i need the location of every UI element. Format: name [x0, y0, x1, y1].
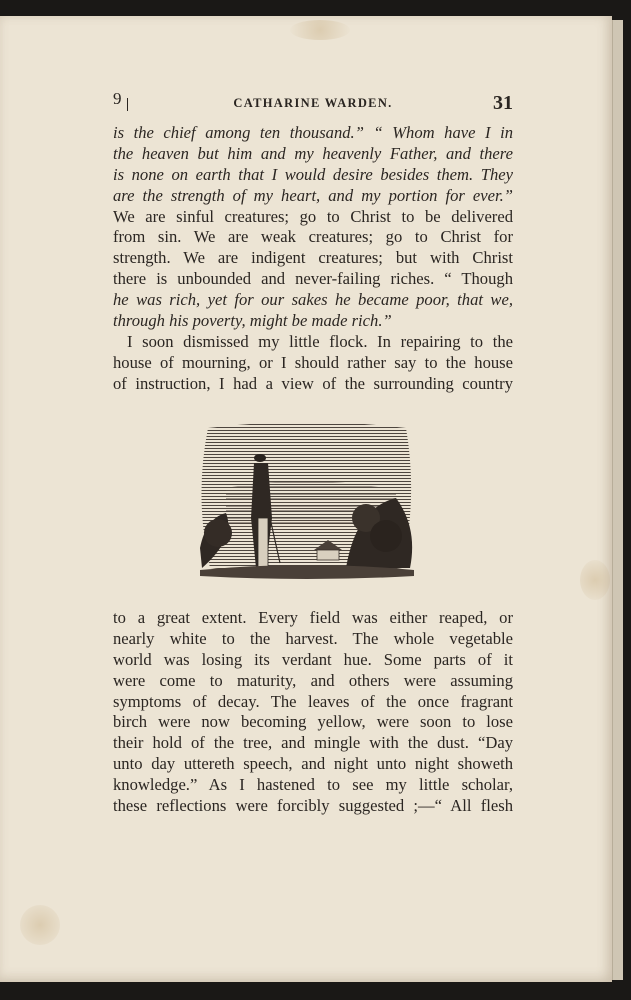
paper-stain	[20, 905, 60, 945]
text-line: there is unbounded and never-failing riches. “ Though	[113, 269, 513, 289]
text-line: is none on earth that I would desire besides them. They	[113, 164, 513, 184]
text-line: strength. We are indigent creatures; but with Christ	[113, 248, 513, 268]
text-line: he was rich, yet for our sakes he became poor, that we,	[113, 290, 513, 310]
text-line: through his poverty, might be made rich.”	[113, 311, 392, 331]
text-line: these reflections were forcibly suggested ;—“ All flesh	[113, 796, 513, 816]
running-header	[113, 89, 513, 117]
text-line: unto day uttereth speech, and night unto night showeth	[113, 754, 513, 774]
text-line: the heaven but him and my heavenly Father, and there	[113, 143, 513, 163]
paper-stain	[580, 560, 610, 600]
text-line: to a great extent. Every field was either reaped, or	[113, 608, 513, 627]
text-line: We are sinful creatures; go to Christ to be delivered	[113, 206, 513, 226]
text-line: of instruction, I had a view of the surrounding country	[113, 373, 513, 393]
text-line: world was losing its verdant hue. Some parts of it	[113, 649, 513, 669]
text-line: nearly white to the harvest. The whole vegetable	[113, 628, 513, 648]
running-title: CATHARINE WARDEN.	[233, 96, 393, 110]
paragraph-top	[113, 123, 513, 395]
paragraph-after-image	[113, 608, 513, 817]
page-edge	[612, 20, 623, 980]
text-line: knowledge.” As I hastened to see my little scholar,	[113, 775, 513, 795]
text-line: birch were now becoming yellow, were soon to lose	[113, 712, 513, 732]
text-line: is the chief among ten thousand.” “ Whom have I in	[113, 123, 513, 142]
page-number: 31	[493, 92, 513, 114]
paper-stain	[290, 20, 350, 40]
text-line: from sin. We are weak creatures; go to Christ for	[113, 227, 513, 247]
text-line: were come to maturity, and others were assuming	[113, 670, 513, 690]
text-line: symptoms of decay. The leaves of the once fragrant	[113, 691, 513, 711]
engraving-illustration	[196, 418, 418, 582]
text-line: house of mourning, or I should rather say to the house	[113, 352, 513, 372]
text-line: I soon dismissed my little flock. In repairing to the	[127, 331, 513, 351]
text-line: their hold of the tree, and mingle with the dust. “Day	[113, 733, 513, 753]
text-line: are the strength of my heart, and my portion for ever.”	[113, 185, 513, 205]
signature-mark: 9	[113, 89, 122, 108]
